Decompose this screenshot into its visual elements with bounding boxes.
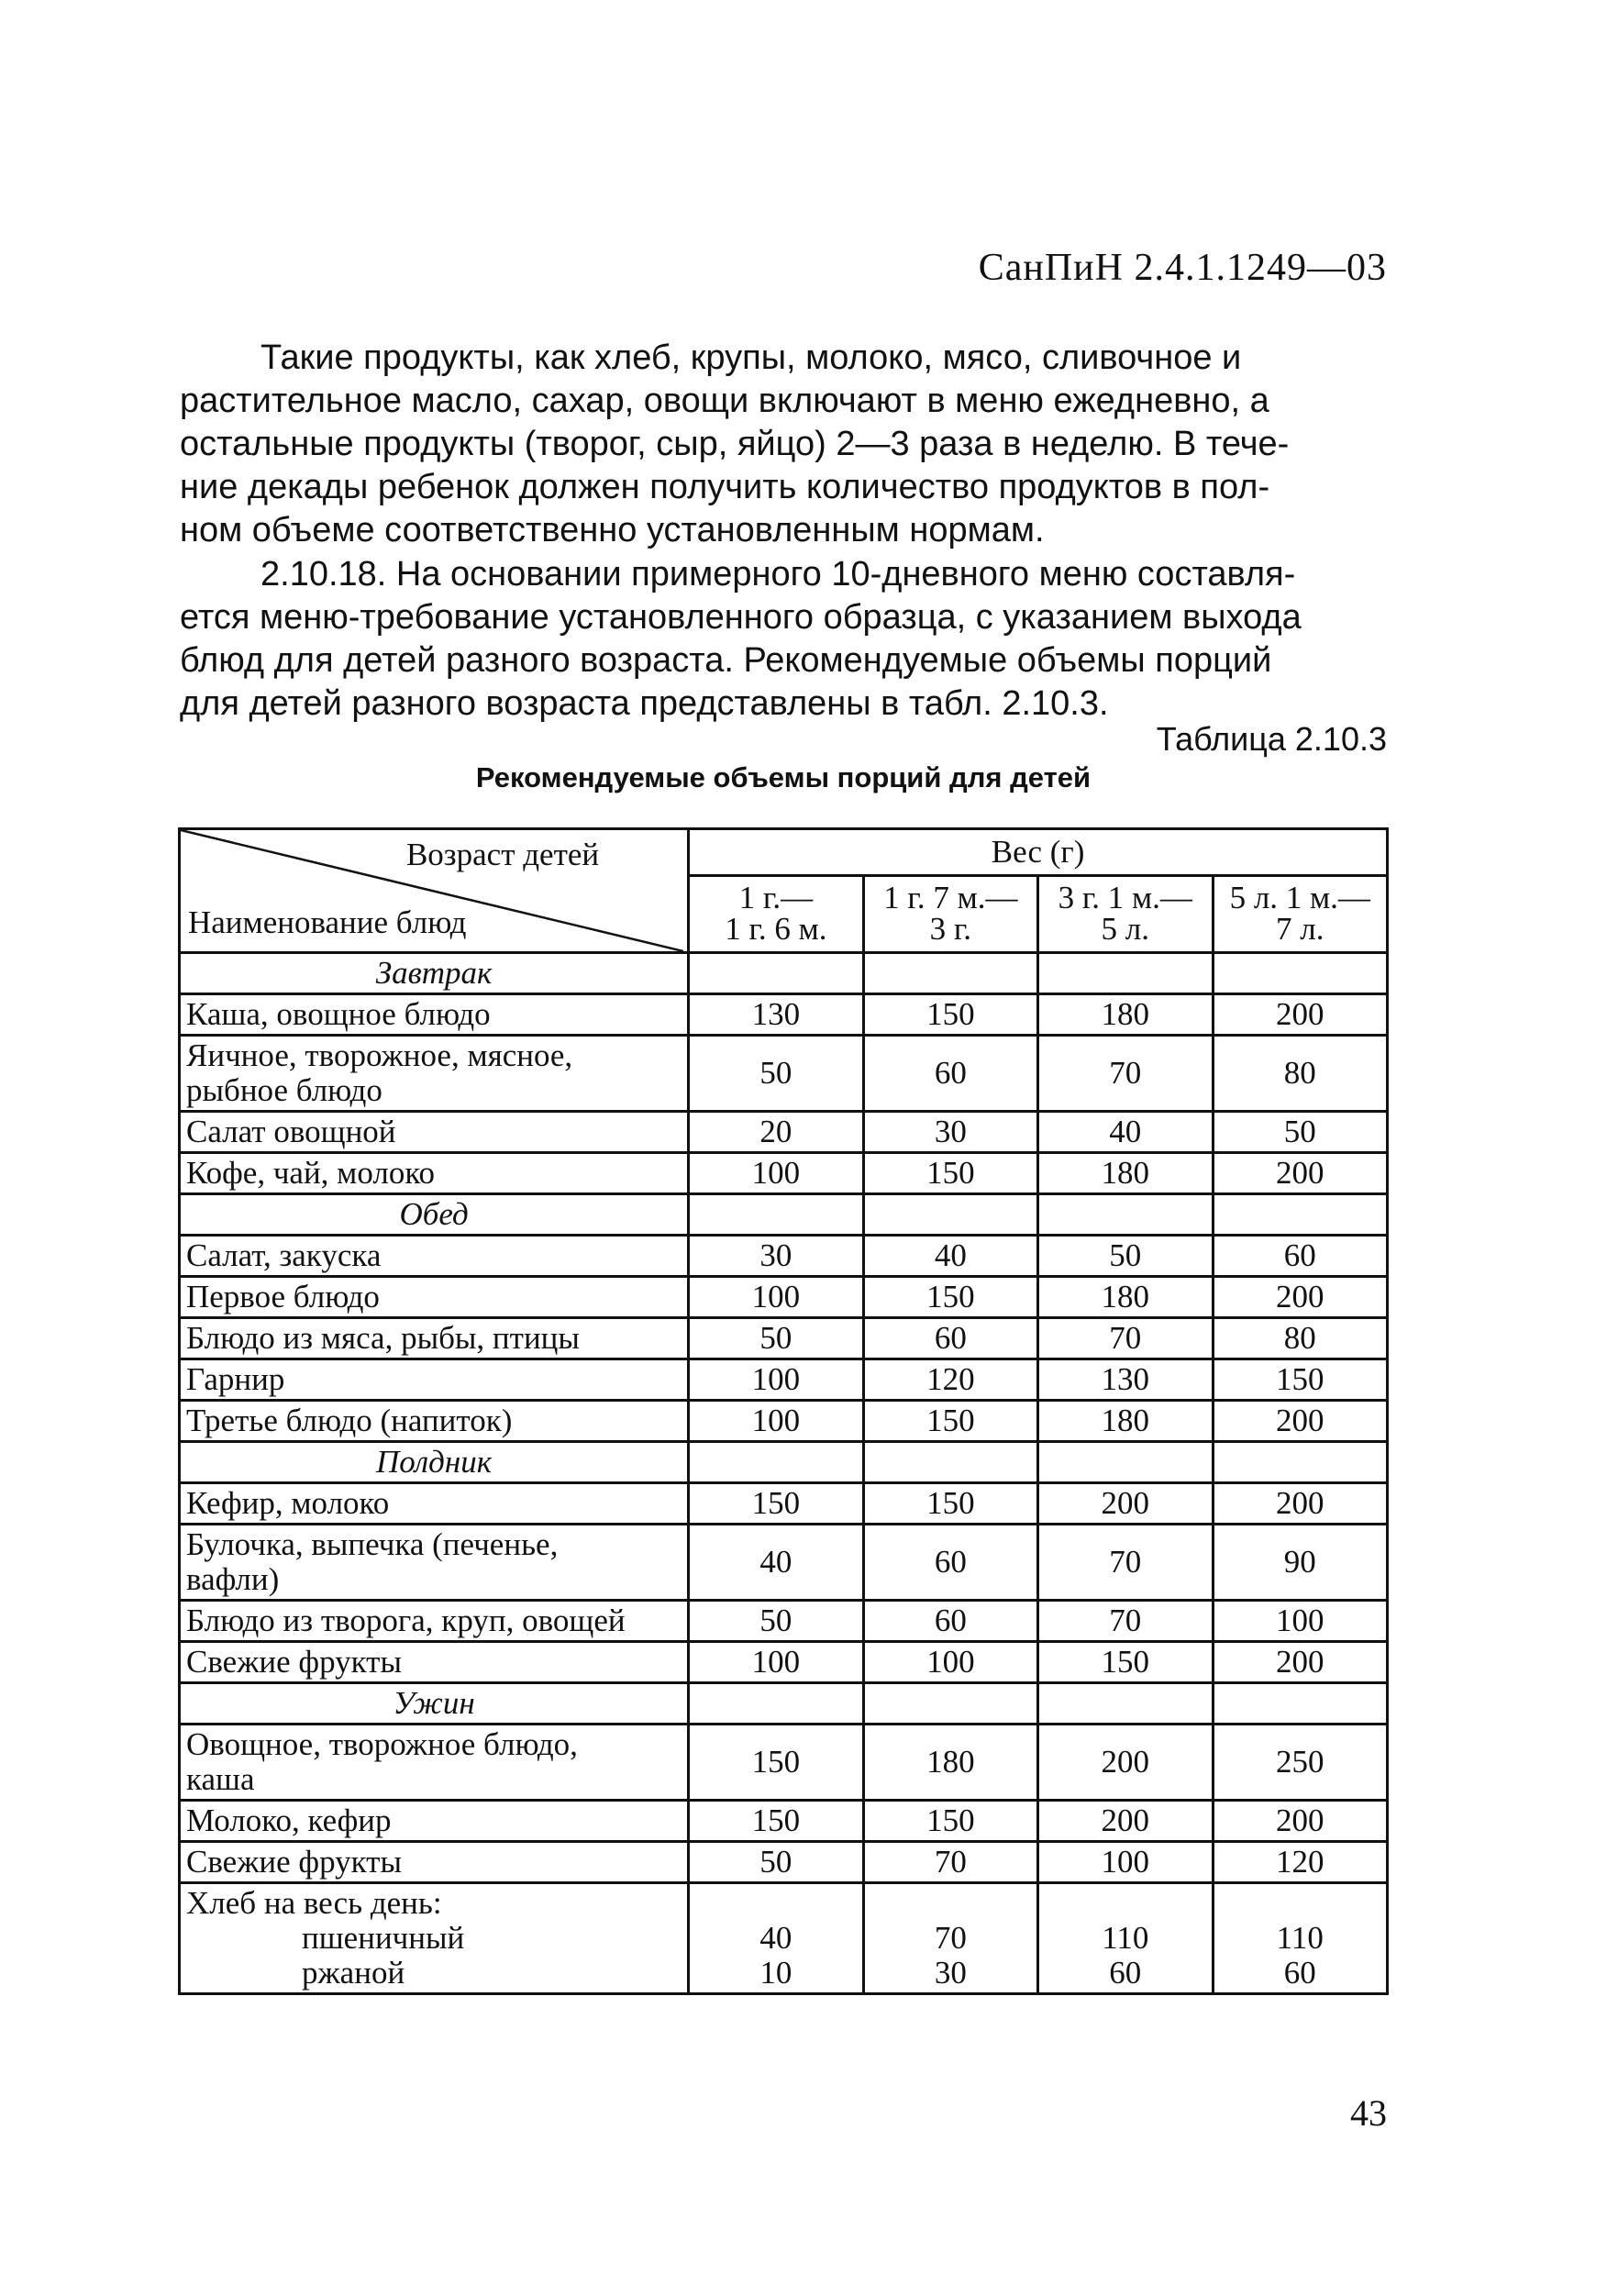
portion-value: 100 — [689, 1642, 863, 1683]
age-group-header — [863, 875, 1037, 952]
document-header: СанПиН 2.4.1.1249—03 — [978, 247, 1387, 289]
bread-values — [689, 1883, 863, 1994]
bread-row — [180, 1883, 1388, 1994]
bread-values — [1038, 1883, 1213, 1994]
portion-value: 40 — [1038, 1112, 1213, 1153]
meal-label: Завтрак — [180, 953, 689, 994]
portion-value: 150 — [863, 1153, 1037, 1194]
dish-name — [180, 1153, 689, 1194]
dish-name — [180, 1112, 689, 1153]
portion-value: 60 — [1283, 1955, 1316, 1991]
portion-value: 20 — [689, 1112, 863, 1153]
text-line: для детей разного возраста представлены в табл. 2.10.3. — [180, 684, 1109, 723]
table-row — [180, 1525, 1388, 1601]
portion-value: 100 — [689, 1359, 863, 1401]
text-line: растительное масло, сахар, овощи включают в меню ежедневно, а — [180, 382, 1269, 420]
portion-value: 70 — [1038, 1601, 1213, 1642]
portion-value: 40 — [759, 1920, 792, 1956]
portion-value: 180 — [1038, 1401, 1213, 1442]
portion-value: 60 — [1213, 1236, 1387, 1277]
portion-value: 200 — [1038, 1801, 1213, 1842]
dish-name — [180, 1801, 689, 1842]
empty-cell — [1213, 1442, 1387, 1483]
table-row — [180, 1483, 1388, 1525]
portion-value: 180 — [1038, 1153, 1213, 1194]
portion-value: 100 — [863, 1642, 1037, 1683]
paragraph-2-10-18 — [180, 553, 1387, 726]
dish-name — [180, 1318, 689, 1359]
portion-value: 50 — [689, 1842, 863, 1883]
portion-value: 200 — [1213, 1483, 1387, 1525]
dish-name — [180, 1483, 689, 1525]
portion-value: 50 — [1213, 1112, 1387, 1153]
dish-name — [180, 1236, 689, 1277]
corner-bottom-label: Наименование блюд — [188, 904, 467, 940]
dish-name-line: Первое блюдо — [186, 1279, 380, 1314]
text-line: 2.10.18. На основании примерного 10-дневного меню составля- — [260, 555, 1296, 593]
portion-value: 50 — [689, 1036, 863, 1112]
bread-values — [1213, 1883, 1387, 1994]
portion-value: 110 — [1102, 1920, 1149, 1956]
age-group-header — [1213, 875, 1387, 952]
age-group-line: 3 г. 1 м.— — [1058, 880, 1192, 916]
table-row — [180, 1725, 1388, 1801]
table-row — [180, 1153, 1388, 1194]
portion-value: 150 — [863, 1483, 1037, 1525]
bread-type: пшеничный — [302, 1920, 465, 1956]
portion-value: 10 — [759, 1955, 792, 1991]
dish-name-line: Блюдо из творога, круп, овощей — [186, 1603, 626, 1638]
dish-name-line: Булочка, выпечка (печенье, — [186, 1526, 559, 1562]
table-row — [180, 1642, 1388, 1683]
dish-name — [180, 994, 689, 1036]
text-line: блюд для детей разного возраста. Рекомендуемые объемы порций — [180, 641, 1272, 680]
meal-label: Обед — [180, 1194, 689, 1236]
empty-cell — [689, 1194, 863, 1236]
table-row — [180, 1801, 1388, 1842]
age-group-header — [689, 875, 863, 952]
dish-name-line: Молоко, кефир — [186, 1802, 392, 1838]
table-row — [180, 1036, 1388, 1112]
portion-value: 200 — [1213, 1801, 1387, 1842]
dish-name-line: Овощное, творожное блюдо, — [186, 1726, 578, 1762]
empty-cell — [863, 1683, 1037, 1725]
portion-value: 200 — [1213, 1277, 1387, 1318]
dish-name-line: Свежие фрукты — [186, 1844, 402, 1880]
dish-name-line: Свежие фрукты — [186, 1644, 402, 1680]
portions-table — [178, 827, 1389, 1995]
age-group-line: 5 л. 1 м.— — [1229, 880, 1370, 916]
portion-value: 80 — [1213, 1318, 1387, 1359]
dish-name-line: Кофе, чай, молоко — [186, 1155, 436, 1191]
age-group-header — [1038, 875, 1213, 952]
dish-name-line: Каша, овощное блюдо — [186, 996, 491, 1032]
portion-value: 50 — [1038, 1236, 1213, 1277]
portion-value: 60 — [863, 1525, 1037, 1601]
portion-value: 70 — [863, 1842, 1037, 1883]
text-line: ние декады ребенок должен получить количество продуктов в пол- — [180, 468, 1270, 506]
empty-cell — [1213, 953, 1387, 994]
portion-value: 100 — [1038, 1842, 1213, 1883]
portion-value: 70 — [1038, 1525, 1213, 1601]
text-line: остальные продукты (творог, сыр, яйцо) 2—3 раза в неделю. В тече- — [180, 425, 1290, 463]
page-number: 43 — [1350, 2092, 1387, 2134]
portion-value: 200 — [1213, 1642, 1387, 1683]
bread-name — [180, 1883, 689, 1994]
portion-value: 250 — [1213, 1725, 1387, 1801]
table-body — [180, 953, 1388, 1994]
portion-value: 180 — [863, 1725, 1037, 1801]
portion-value: 150 — [1038, 1642, 1213, 1683]
empty-cell — [1038, 953, 1213, 994]
age-group-line: 3 г. — [929, 911, 972, 948]
corner-header — [180, 829, 689, 953]
portion-value: 130 — [689, 994, 863, 1036]
text-line: ном объеме соответственно установленным нормам. — [180, 511, 1045, 549]
meal-row — [180, 1683, 1388, 1725]
portion-value: 70 — [1038, 1318, 1213, 1359]
portion-value: 180 — [1038, 994, 1213, 1036]
dish-name — [180, 1601, 689, 1642]
meal-row — [180, 953, 1388, 994]
portion-value: 50 — [689, 1601, 863, 1642]
dish-name-line: каша — [186, 1761, 255, 1797]
age-group-line: 7 л. — [1276, 911, 1324, 948]
weight-header: Вес (г) — [689, 829, 1388, 876]
portion-value: 60 — [863, 1036, 1037, 1112]
portion-value: 200 — [1038, 1483, 1213, 1525]
portion-value: 100 — [1213, 1601, 1387, 1642]
portion-value: 100 — [689, 1401, 863, 1442]
text-line: ется меню-требование установленного образца, с указанием выхода — [180, 598, 1302, 637]
dish-name — [180, 1277, 689, 1318]
paragraph-products — [180, 337, 1387, 552]
portion-value: 120 — [863, 1359, 1037, 1401]
corner-top-label: Возраст детей — [405, 837, 600, 872]
empty-cell — [863, 1442, 1037, 1483]
empty-cell — [863, 1194, 1037, 1236]
table-row — [180, 1112, 1388, 1153]
age-group-line: 1 г. 6 м. — [725, 911, 827, 948]
table-number: Таблица 2.10.3 — [1156, 720, 1387, 758]
portion-value: 200 — [1213, 1401, 1387, 1442]
table-row — [180, 1318, 1388, 1359]
dish-name-line: Гарнир — [186, 1361, 285, 1397]
empty-cell — [689, 1442, 863, 1483]
portion-value: 70 — [934, 1920, 967, 1956]
portion-value: 200 — [1038, 1725, 1213, 1801]
dish-name-line: Кефир, молоко — [186, 1485, 390, 1521]
empty-cell — [1038, 1442, 1213, 1483]
empty-cell — [1213, 1683, 1387, 1725]
portion-value: 60 — [863, 1601, 1037, 1642]
bread-title: Хлеб на весь день: — [186, 1885, 442, 1921]
portion-value: 80 — [1213, 1036, 1387, 1112]
portion-value: 150 — [689, 1801, 863, 1842]
dish-name-line: рыбное блюдо — [186, 1072, 382, 1108]
dish-name — [180, 1036, 689, 1112]
portion-value: 30 — [689, 1236, 863, 1277]
meal-label: Ужин — [180, 1683, 689, 1725]
dish-name-line: Блюдо из мяса, рыбы, птицы — [186, 1320, 580, 1356]
portion-value: 30 — [863, 1112, 1037, 1153]
table-row — [180, 994, 1388, 1036]
bread-values — [863, 1883, 1037, 1994]
portion-value: 110 — [1276, 1920, 1324, 1956]
portion-value: 150 — [689, 1483, 863, 1525]
portion-value: 100 — [689, 1277, 863, 1318]
empty-cell — [1213, 1194, 1387, 1236]
table-row — [180, 1359, 1388, 1401]
portion-value: 30 — [934, 1955, 967, 1991]
portion-value: 70 — [1038, 1036, 1213, 1112]
portion-value: 40 — [863, 1236, 1037, 1277]
portion-value: 150 — [863, 1801, 1037, 1842]
dish-name-line: вафли) — [186, 1561, 280, 1597]
portion-value: 150 — [863, 1401, 1037, 1442]
dish-name — [180, 1842, 689, 1883]
dish-name-line: Салат, закуска — [186, 1237, 382, 1273]
table-row — [180, 1842, 1388, 1883]
portion-value: 200 — [1213, 1153, 1387, 1194]
portion-value: 100 — [689, 1153, 863, 1194]
meal-row — [180, 1442, 1388, 1483]
portion-value: 180 — [1038, 1277, 1213, 1318]
dish-name — [180, 1401, 689, 1442]
table-row — [180, 1277, 1388, 1318]
portion-value: 130 — [1038, 1359, 1213, 1401]
portion-value: 150 — [1213, 1359, 1387, 1401]
portion-value: 150 — [689, 1725, 863, 1801]
empty-cell — [1038, 1194, 1213, 1236]
portion-value: 60 — [863, 1318, 1037, 1359]
dish-name-line: Яичное, творожное, мясное, — [186, 1037, 573, 1073]
empty-cell — [689, 1683, 863, 1725]
portion-value: 150 — [863, 1277, 1037, 1318]
dish-name — [180, 1642, 689, 1683]
bread-type: ржаной — [302, 1955, 405, 1991]
empty-cell — [689, 953, 863, 994]
dish-name — [180, 1725, 689, 1801]
empty-cell — [863, 953, 1037, 994]
portion-value: 120 — [1213, 1842, 1387, 1883]
age-group-line: 1 г.— — [738, 880, 814, 916]
table-title: Рекомендуемые объемы порций для детей — [475, 761, 1092, 793]
portion-value: 50 — [689, 1318, 863, 1359]
meal-label: Полдник — [180, 1442, 689, 1483]
portion-value: 60 — [1109, 1955, 1142, 1991]
dish-name-line: Салат овощной — [186, 1114, 396, 1149]
portion-value: 200 — [1213, 994, 1387, 1036]
meal-row — [180, 1194, 1388, 1236]
table-row — [180, 1401, 1388, 1442]
text-line: Такие продукты, как хлеб, крупы, молоко, мясо, сливочное и — [260, 338, 1242, 377]
age-group-line: 1 г. 7 м.— — [883, 880, 1018, 916]
dish-name-line: Третье блюдо (напиток) — [186, 1403, 513, 1438]
table-row — [180, 1601, 1388, 1642]
age-group-line: 5 л. — [1101, 911, 1150, 948]
portion-value: 150 — [863, 994, 1037, 1036]
table-row — [180, 1236, 1388, 1277]
portion-value: 40 — [689, 1525, 863, 1601]
empty-cell — [1038, 1683, 1213, 1725]
dish-name — [180, 1359, 689, 1401]
portion-value: 90 — [1213, 1525, 1387, 1601]
dish-name — [180, 1525, 689, 1601]
